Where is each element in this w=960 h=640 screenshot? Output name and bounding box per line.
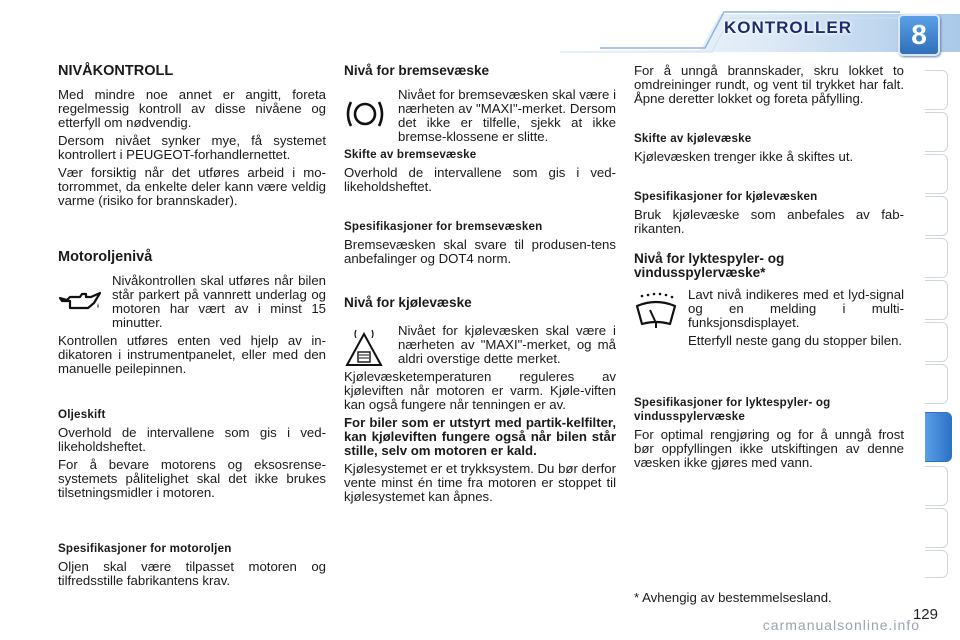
paragraph: Nivået for kjølevæsken skal være i nærheten av "MAXI"-merket, og må aldri overstige dette merket. bbox=[398, 323, 616, 366]
paragraph: For optimal rengjøring og for å unngå frost bør oppfyllingen ikke utskiftingen av denne væsken ikke gjøres med vann. bbox=[634, 427, 904, 470]
chapter-tab[interactable] bbox=[925, 466, 948, 506]
watermark: carmanualsonline.info bbox=[762, 617, 920, 633]
brake-icon-row bbox=[344, 88, 616, 144]
chapter-tab[interactable] bbox=[925, 364, 948, 404]
section-title: Nivå for kjølevæske bbox=[344, 295, 472, 310]
page-number: 129 bbox=[912, 606, 938, 623]
paragraph: Bruk kjølevæske som anbefales av fab-rikanten. bbox=[634, 207, 904, 236]
paragraph: Kjølevæsketemperaturen reguleres av kjøleviften når motoren er varm. Kjøle-viften kan også fungere når tenningen er av. bbox=[344, 369, 616, 412]
paragraph: Nivået for bremsevæsken skal være i nærheten av "MAXI"-merket. Dersom det ikke er tilfelle, sjekk at ikke bremse-klossene er slitte. bbox=[398, 87, 616, 144]
chapter-number-badge: 8 bbox=[898, 14, 940, 56]
chapter-tab[interactable] bbox=[925, 550, 948, 578]
paragraph: For å unngå brannskader, skru lokket to omdreininger rundt, og vent til trykket har falt. Åpne deretter lokket og foreta påfylling. bbox=[634, 63, 904, 106]
section-title: NIVÅKONTROLL bbox=[58, 63, 174, 79]
chapter-tabs bbox=[926, 70, 948, 576]
section-title: Nivå for bremsevæske bbox=[344, 63, 490, 78]
chapter-tab[interactable] bbox=[925, 238, 948, 278]
washer-icon-row bbox=[634, 288, 904, 348]
section-title: Nivå for lyktespyler- og vindusspylervæske* bbox=[634, 251, 785, 280]
paragraph-bold: For biler som er utstyrt med partik-kelfilter, kan kjøleviften fungere også når bilen står stille, selv om motoren er kald. bbox=[344, 415, 616, 458]
chapter-title: KONTROLLER bbox=[723, 18, 852, 37]
paragraph: Vær forsiktig når det utføres arbeid i mo-torrommet, da enkelte deler kann være veldig varme (risiko for brannskader). bbox=[58, 165, 326, 208]
paragraph: Overhold de intervallene som gis i ved-likeholdsheftet. bbox=[58, 425, 326, 454]
chapter-tab[interactable] bbox=[925, 112, 948, 152]
chapter-tab[interactable] bbox=[925, 154, 948, 194]
paragraph: Kjølesystemet er et trykksystem. Du bør derfor vente minst én time fra motoren er stoppet til kjølesystemet kan åpnes. bbox=[344, 461, 616, 504]
windscreen-washer-icon bbox=[634, 292, 678, 332]
subsection-title: Skifte av kjølevæske bbox=[634, 132, 752, 145]
paragraph: Kjølevæsken trenger ikke å skiftes ut. bbox=[634, 149, 854, 164]
subsection-title: Spesifikasjoner for lyktespyler- og vindusspylervæske bbox=[634, 396, 831, 423]
chapter-tab[interactable] bbox=[925, 70, 948, 110]
chapter-tab[interactable] bbox=[925, 280, 948, 320]
brake-warning-icon bbox=[344, 96, 386, 132]
paragraph: Lavt nivå indikeres med et lyd-signal og en melding i multi-funksjonsdisplayet. bbox=[688, 287, 904, 330]
oil-can-icon bbox=[58, 288, 102, 316]
section-title: Motoroljenivå bbox=[58, 249, 153, 265]
paragraph: Dersom nivået synker mye, få systemet kontrollert i PEUGEOT-forhandlernettet. bbox=[58, 133, 326, 162]
subsection-title: Skifte av bremsevæske bbox=[344, 148, 477, 161]
column-2 bbox=[344, 58, 616, 508]
paragraph: Etterfyll neste gang du stopper bilen. bbox=[688, 333, 903, 348]
paragraph: Bremsevæsken skal svare til produsen-tens anbefalinger og DOT4 norm. bbox=[344, 237, 616, 266]
chapter-tab[interactable] bbox=[925, 322, 948, 362]
column-1 bbox=[58, 58, 326, 592]
paragraph: Med mindre noe annet er angitt, foreta regelmessig kontroll av disse nivåene og etterfyll om nødvendig. bbox=[58, 87, 326, 130]
paragraph: For å bevare motorens og eksosrense-systemets pålitelighet skal det ikke brukes tilsetningsmidler i motoren. bbox=[58, 457, 326, 500]
hot-coolant-warning-icon bbox=[344, 328, 384, 368]
subsection-title: Oljeskift bbox=[58, 408, 106, 421]
subsection-title: Spesifikasjoner for motoroljen bbox=[58, 542, 232, 555]
paragraph: Kontrollen utføres enten ved hjelp av in-dikatoren i instrumentpanelet, eller med den manuelle peilepinnen. bbox=[58, 333, 326, 376]
paragraph: Oljen skal være tilpasset motoren og tilfredsstille fabrikantens krav. bbox=[58, 559, 326, 588]
chapter-tab-active[interactable] bbox=[925, 412, 952, 462]
subsection-title: Spesifikasjoner for bremsevæsken bbox=[344, 220, 543, 233]
footnote: * Avhengig av bestemmelsesland. bbox=[634, 590, 832, 605]
paragraph: Overhold de intervallene som gis i ved-likeholdsheftet. bbox=[344, 165, 616, 194]
chapter-tab[interactable] bbox=[925, 508, 948, 548]
chapter-tab[interactable] bbox=[925, 196, 948, 236]
oil-icon-row bbox=[58, 274, 326, 330]
subsection-title: Spesifikasjoner for kjølevæsken bbox=[634, 190, 818, 203]
paragraph: Nivåkontrollen skal utføres når bilen står parkert på vannrett underlag og motoren har vært av i minst 15 minutter. bbox=[112, 273, 326, 330]
column-3 bbox=[634, 58, 904, 474]
coolant-icon-row bbox=[344, 324, 616, 366]
